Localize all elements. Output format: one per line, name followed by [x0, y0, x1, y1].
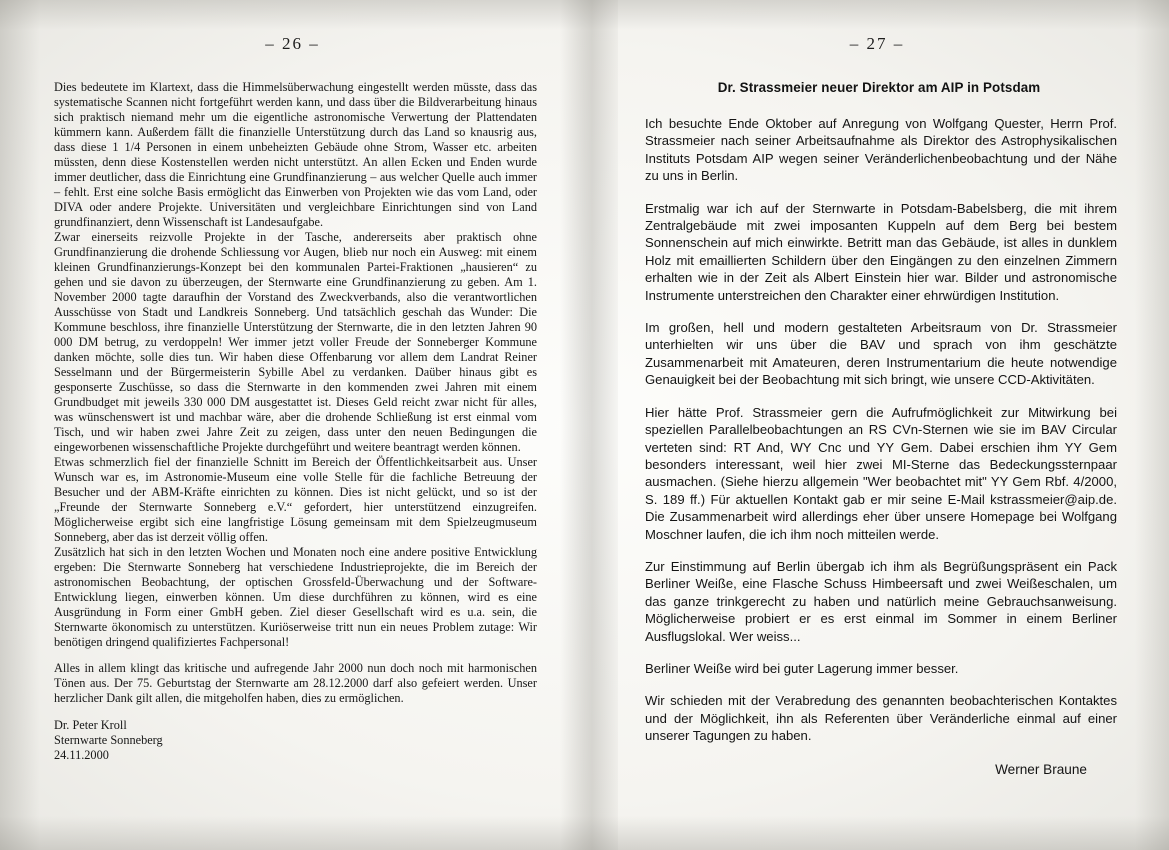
bleed-through-text: [1121, 64, 1125, 76]
signature-line: Dr. Peter Kroll: [54, 718, 127, 732]
left-page-signature: [54, 718, 537, 763]
right-page-body: [645, 115, 1117, 745]
paragraph: Im großen, hell und modern gestalteten Arbeitsraum von Dr. Strassmeier unterhielten wir uns über die BAV und sprach von ihm geschätzte Zusammenarbeit mit Amateuren, deren Instrumentarium die heute notwendige Genauigkeit bei der Beobachtung mit sich bringt, wie unsere CCD-Aktivitäten.: [645, 320, 1117, 388]
paragraph: Dies bedeutete im Klartext, dass die Himmelsüberwachung eingestellt werden müsste, dass das systematische Scannen nicht fortgeführt werden kann, und dass über die Bildverarbeitung hinaus sich praktisch niemand mehr um die eigentliche astronomische Verwertung der Plattendaten kümmern kann. Außerdem fällt die finanzielle Unterstützung durch das Land so knausrig aus, dass diese 1 1/4 Personen in einem unbeheizten Gebäude ohne Strom, Wasser etc. arbeiten müssten, denn diese Kostenstellen werden nicht unterstützt. An allen Ecken und Enden wurde immer deutlicher, dass die Einrichtung eine Grundfinanzierung – aus welcher Quelle auch immer – fehlt. Erst eine solche Basis ermöglicht das Einwerben von Projekten wie das vom Land, oder DIVA oder andere Projekte. Universitäten und vergleichbare Einrichtungen sind von Land grundfinanziert, denn Wissenschaft ist Landesaufgabe.: [54, 80, 537, 229]
right-page: [585, 0, 1169, 850]
article-author: Werner Braune: [995, 761, 1087, 777]
page-number-left: – 26 –: [265, 34, 320, 53]
paragraph: Zwar einerseits reizvolle Projekte in der Tasche, andererseits aber praktisch ohne Grundfinanzierung die drohende Schliessung vor Augen, blieb nur noch ein Ausweg: mit einem kleinen Grundfinanzierungs-Konzept bei den kommunalen Partei-Fraktionen „hausieren“ zu gehen und sie davon zu überzeugen, der Sternwarte eine Grundfinanzierung zu geben. Am 1. November 2000 tagte daraufhin der Vorstand des Zweckverbands, also die verantwortlichen Ausschüsse von Stadt und Landkreis Sonneberg. Und tatsächlich geschah das Wunder: Die Kommune beschloss, ihre finanzielle Unterstützung der Sternwarte, die in den letzten Jahren 90 000 DM betrug, zu verdoppeln! Wer immer jetzt voller Freude der Sonneberger Kommune danken möchte, solle dies tun. Wir haben diese Offenbarung vor allem dem Landrat Reiner Sesselmann und der Bürgermeisterin Sybille Abel zu verdanken. Daüber hinaus gibt es gesponserte Zuschüsse, so dass die Sternwarte in den kommenden zwei Jahren mit einem Grundbudget mit jeweils 330 000 DM ausgestattet ist. Dieses Geld reicht zwar nicht für alles, was wünschenswert ist und machbar wäre, aber die drohende Schließung ist erst einmal vom Tisch, und wir haben zwei Jahre Zeit zu zeigen, dass unter den neuen Bedingungen die eingeworbenen wissenschaftliche Projekte durchgeführt und weitere beantragt werden können.: [54, 230, 537, 454]
paragraph: Hier hätte Prof. Strassmeier gern die Aufrufmöglichkeit zur Mitwirkung bei speziellen Parallelbeobachtungen an RS CVn-Sternen wie sie im BAV Circular verteten sind: RT And, WY Cnc und YY Gem. Dabei erschien ihm YY Gem besonders interessant, weil hier zwei MI-Sterne das Bedeckungssternpaar ausmachen. (Siehe hierzu allgemein "Wer beobachtet mit" YY Gem Rbf. 4/2000, S. 189 ff.) Für aktuellen Kontakt gab er mir seine E-Mail kstrassmeier@aip.de. Die Zusammenarbeit wird allerdings eher über unsere Homepage bei Wolfgang Moschner laufen, die ich ihm noch mitteilen werde.: [645, 404, 1117, 542]
signature-line: 24.11.2000: [54, 748, 109, 762]
paragraph: Zusätzlich hat sich in den letzten Wochen und Monaten noch eine andere positive Entwicklung ergeben: Die Sternwarte Sonneberg hat verschiedene Industrieprojekte, die im Bereich der astronomischen Beobachtung, der optischen Grossfeld-Überwachung und der Software-Entwicklung liegen, einwerben können. Um diese durchführen zu können, wird es eine Ausgründung in Form einer GmbH geben. Ziel dieser Gesellschaft wird es u.a. sein, die Sternwarte ökonomisch zu unterstützen. Kuriöserweise tritt nun ein neues Problem zutage: Wir benötigen dringend qualifiziertes Fachpersonal!: [54, 545, 537, 649]
signature-line: Sternwarte Sonneberg: [54, 733, 163, 747]
page-number-right: – 27 –: [849, 34, 905, 53]
paragraph: Alles in allem klingt das kritische und aufregende Jahr 2000 nun doch noch mit harmonischen Tönen aus. Der 75. Geburtstag der Sternwarte am 28.12.2000 darf also gefeiert werden. Unser herzlicher Dank gilt allen, die mitgeholfen haben, dies zu ermöglichen.: [54, 661, 537, 705]
paragraph: Erstmalig war ich auf der Sternwarte in Potsdam-Babelsberg, die mit ihrem Zentralgebäude mit zwei imposanten Kuppeln auf dem Berg bei bestem Sonnenschein auf mich einwirkte. Betritt man das Gebäude, ist alles in dunklem Holz mit emaillierten Schildern über den Eingängen zu den einzelnen Zimmern erhalten wie in der Zeit als Albert Einstein hier war. Bilder und astronomische Instrumente unterstreichen den Charakter einer ehrwürdigen Institution.: [645, 200, 1117, 303]
left-page-body: [54, 80, 537, 706]
paragraph: Zur Einstimmung auf Berlin übergab ich ihm als Begrüßungspräsent ein Pack Berliner Weiße, eine Flasche Schuss Himbeersaft und zwei Weißeschalen, um das ganze trinkgerecht zu haben und natürlich meine Gebrauchsanweisung. Möglicherweise probiert er es erst einmal im Sommer in einem Berliner Ausflugslokal. Wer weiss...: [645, 558, 1117, 644]
paragraph: Wir schieden mit der Verabredung des genannten beobachterischen Kontaktes und der Möglichkeit, ihn als Referenten über Veränderliche einmal auf einer unserer Tagungen zu haben.: [645, 693, 1117, 744]
paragraph: Ich besuchte Ende Oktober auf Anregung von Wolfgang Quester, Herrn Prof. Strassmeier nach seiner Arbeitsaufnahme als Direktor des Astrophysikalischen Instituts Potsdam AIP wegen seiner Veränderlichenbeobachtung und der Nähe zu uns in Berlin.: [645, 116, 1117, 184]
article-title: Dr. Strassmeier neuer Direktor am AIP in Potsdam: [717, 80, 1041, 95]
paragraph: Berliner Weiße wird bei guter Lagerung immer besser.: [645, 660, 959, 676]
paragraph: Etwas schmerzlich fiel der finanzielle Schnitt im Bereich der Öffentlichkeitsarbeit aus. Unser Wunsch war es, im Astronomie-Museum eine volle Stelle für die fachliche Betreuung der Besucher und der ABM-Kräfte einrichten zu können. Dies ist nicht gelückt, und so ist der „Freunde der Sternwarte Sonneberg e.V.“ gefordert, hier unterstützend einzugreifen. Möglicherweise ergibt sich eine langfristige Lösung gemeinsam mit dem Spielzeugmuseum Sonneberg, aber das ist derzeit völlig offen.: [54, 455, 537, 544]
